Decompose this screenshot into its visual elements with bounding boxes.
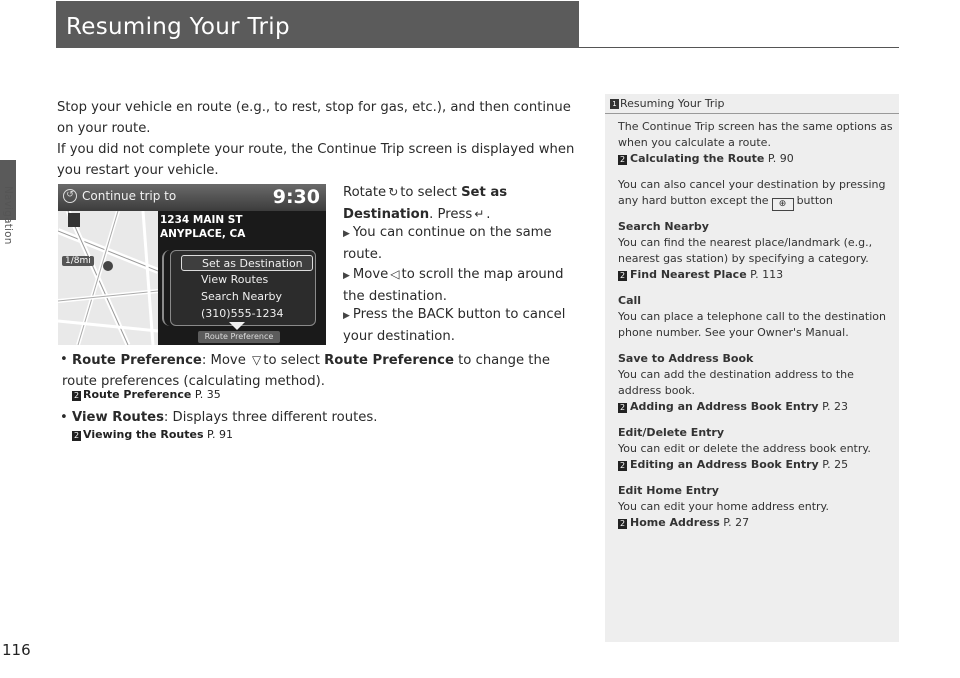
move-left-icon: ◁ <box>390 267 400 281</box>
step-arrow-icon: ▶ <box>343 229 350 239</box>
ref-viewing-routes[interactable]: 2 Viewing the Routes P. 91 <box>73 428 233 441</box>
section-label: Navigation <box>2 186 14 245</box>
destination-address-line-1: 1234 MAIN ST <box>160 214 243 226</box>
sidebar-item-edit-delete: Edit/Delete Entry You can edit or delete the address book entry. 2 Editing an Address Book Entry P. 25 <box>618 426 871 471</box>
page-ref-icon: 2 <box>619 519 626 528</box>
destination-address-line-2: ANYPLACE, CA <box>160 228 246 240</box>
instr-rotate-pre: Rotate <box>343 185 387 200</box>
page-ref-icon: 2 <box>619 155 626 164</box>
map-view <box>58 211 158 345</box>
notes-sidebar <box>605 94 899 642</box>
page-ref-icon: 2 <box>619 461 626 470</box>
scroll-down-icon <box>229 322 245 330</box>
page-number: 116 <box>2 641 31 659</box>
sidebar-para-2: You can also cancel your destination by pressing any hard button except the ⊕ button <box>618 178 886 209</box>
rotate-knob-icon: ↻ <box>388 185 399 199</box>
step-arrow-icon: ▶ <box>343 271 350 281</box>
screen-clock: 9:30 <box>272 186 320 208</box>
page-ref-icon: 2 <box>619 271 626 280</box>
page-side-strip <box>0 0 16 630</box>
instruction-step-1: ▶ You can continue on the same route. <box>343 225 552 262</box>
sidebar-para-1: The Continue Trip screen has the same options as when you calculate a route. <box>618 120 893 149</box>
continue-trip-menu <box>170 250 316 326</box>
intro-paragraph-1: Stop your vehicle en route (e.g., to rest, stop for gas, etc.), and then continue on your route. <box>57 100 571 136</box>
route-preference-button[interactable]: Route Preference <box>198 331 280 343</box>
ref-route-preference[interactable]: 2 Route Preference P. 35 <box>73 388 221 401</box>
title-rule <box>579 47 899 48</box>
bullet-view-routes: • View Routes: Displays three different routes. <box>60 410 378 425</box>
page-title: Resuming Your Trip <box>66 14 290 40</box>
page-ref-icon: 2 <box>73 431 80 440</box>
instruction-step-2: ▶ Move ◁ to scroll the map around the destination. <box>343 264 583 307</box>
sidebar-ref-1[interactable]: 2 Calculating the Route P. 90 <box>619 152 794 165</box>
menu-set-as-destination[interactable]: Set as Destination <box>181 255 313 271</box>
continue-trip-screen <box>58 184 326 345</box>
instr-rotate-target: Set as Destination <box>343 185 508 222</box>
move-down-icon: ▽ <box>252 353 262 367</box>
sidebar-item-search-nearby: Search Nearby You can find the nearest place/landmark (e.g., nearest gas station) by specifying a category. 2 Find Nearest Place P. 113 <box>618 220 873 281</box>
sidebar-item-save-address: Save to Address Book You can add the destination address to the address book. 2 Adding an Address Book Entry P. 23 <box>618 352 854 413</box>
map-roads <box>58 211 158 345</box>
step-arrow-icon: ▶ <box>343 311 350 321</box>
page-ref-icon: 2 <box>73 391 80 400</box>
enter-press-icon: ↵ <box>474 206 485 221</box>
page-ref-icon: 2 <box>619 403 626 412</box>
sidebar-header: 1 Resuming Your Trip <box>605 94 899 114</box>
instr-rotate-post: . Press <box>429 206 473 222</box>
selector-dial-arc <box>162 250 170 326</box>
map-scale-top: 1/8mi <box>62 256 94 266</box>
note-icon: 1 <box>610 99 619 109</box>
screen-title: Continue trip to <box>82 189 177 203</box>
instruction-step-3: ▶ Press the BACK button to cancel your destination. <box>343 307 566 344</box>
sidebar-item-call: Call You can place a telephone call to the destination phone number. See your Owner's Manual. <box>618 294 886 339</box>
menu-view-routes[interactable]: View Routes <box>201 273 269 286</box>
intro-paragraph-2: If you did not complete your route, the Continue Trip screen is displayed when you restart your vehicle. <box>57 142 575 178</box>
sidebar-item-edit-home: Edit Home Entry You can edit your home address entry. 2 Home Address P. 27 <box>618 484 829 529</box>
nav-key-icon: ⊕ <box>772 198 794 211</box>
back-icon: ↺ <box>63 189 77 203</box>
menu-search-nearby[interactable]: Search Nearby <box>201 290 283 303</box>
menu-call-number[interactable]: (310)555-1234 <box>201 307 284 320</box>
bullet-route-preference: • Route Preference: Move ▽ to select Route Preference to change the route preferences (calculating method). <box>60 352 550 389</box>
instruction-rotate: Rotate ↻ to select Set as Destination. Press ↵ . <box>343 182 583 225</box>
